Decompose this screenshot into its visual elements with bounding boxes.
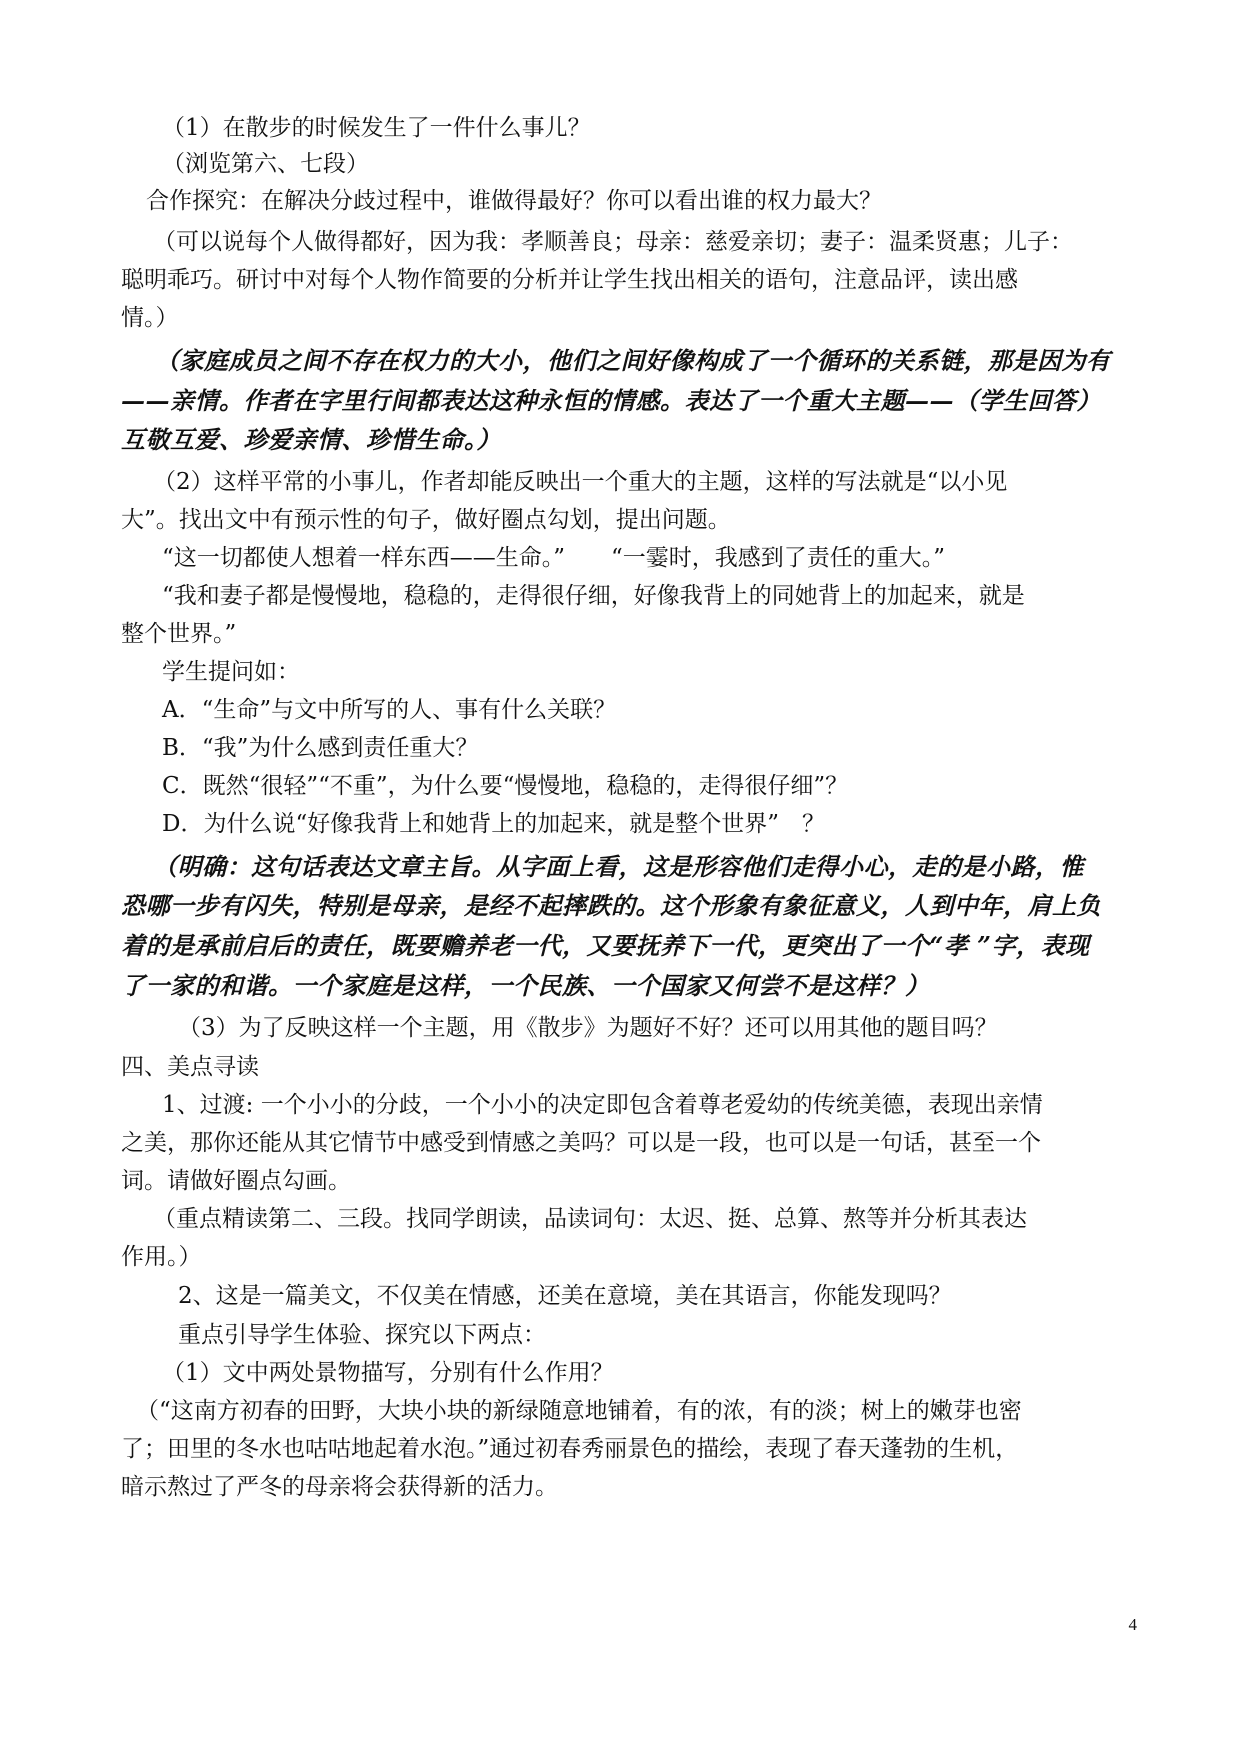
text-line: 合作探究：在解决分歧过程中，谁做得最好？你可以看出谁的权力最大？ bbox=[146, 188, 882, 214]
emphasis-line: 了一家的和谐。一个家庭是这样，一个民族、一个国家又何尝不是这样？） bbox=[121, 971, 930, 1000]
text-line: 重点引导学生体验、探究以下两点： bbox=[178, 1322, 546, 1348]
quote-line: “我和妻子都是慢慢地，稳稳的，走得很仔细，好像我背上的同她背上的加起来，就是 bbox=[162, 583, 1025, 609]
question-item: A．“生命”与文中所写的人、事有什么关联？ bbox=[162, 697, 617, 723]
text-line: （2）这样平常的小事儿，作者却能反映出一个重大的主题，这样的写法就是“以小见 bbox=[153, 469, 1008, 495]
text-line: 整个世界。” bbox=[121, 621, 237, 647]
text-line: 学生提问如： bbox=[162, 659, 300, 685]
text-line: （1）文中两处景物描写，分别有什么作用？ bbox=[162, 1360, 614, 1386]
question-item: B．“我”为什么感到责任重大？ bbox=[162, 735, 479, 761]
question-item: C．既然“很轻”“不重”，为什么要“慢慢地，稳稳的，走得很仔细”？ bbox=[162, 773, 849, 799]
text-line: 情。） bbox=[121, 305, 179, 331]
text-line: 聪明乖巧。研讨中对每个人物作简要的分析并让学生找出相关的语句，注意品评，读出感 bbox=[121, 267, 1018, 293]
text-line: 大”。找出文中有预示性的句子，做好圈点勾划，提出问题。 bbox=[121, 507, 731, 533]
emphasis-line: （家庭成员之间不存在权力的大小，他们之间好像构成了一个循环的关系链，那是因为有 bbox=[155, 346, 1111, 375]
text-line: 之美，那你还能从其它情节中感受到情感之美吗？可以是一段，也可以是一句话，甚至一个 bbox=[121, 1130, 1041, 1156]
text-line: （可以说每个人做得都好，因为我：孝顺善良；母亲：慈爱亲切；妻子：温柔贤惠；儿子： bbox=[153, 229, 1073, 255]
question-item: D．为什么说“好像我背上和她背上的加起来，就是整个世界” ？ bbox=[162, 811, 825, 837]
text-line: （3）为了反映这样一个主题，用《散步》为题好不好？还可以用其他的题目吗？ bbox=[178, 1015, 998, 1041]
quote-line: “这一切都使人想着一样东西——生命。” “一霎时，我感到了责任的重大。” bbox=[162, 545, 946, 571]
emphasis-line: 着的是承前启后的责任，既要赡养老一代，又要抚养下一代，更突出了一个“孝 ”字，表现 bbox=[121, 931, 1090, 960]
text-line: （1）在散步的时候发生了一件什么事儿？ bbox=[162, 115, 591, 141]
text-line: （重点精读第二、三段。找同学朗读，品读词句：太迟、挺、总算、熬等并分析其表达 bbox=[153, 1206, 1027, 1232]
text-line: 2、这是一篇美文，不仅美在情感，还美在意境，美在其语言，你能发现吗？ bbox=[178, 1283, 952, 1309]
section-heading: 四、美点寻读 bbox=[121, 1054, 259, 1080]
text-line: （“这南方初春的田野，大块小块的新绿随意地铺着，有的浓，有的淡；树上的嫩芽也密 bbox=[136, 1398, 1022, 1424]
emphasis-line: ——亲情。作者在字里行间都表达这种永恒的情感。表达了一个重大主题——（学生回答） bbox=[121, 386, 1101, 415]
text-line: 作用。） bbox=[121, 1244, 202, 1270]
text-line: 暗示熬过了严冬的母亲将会获得新的活力。 bbox=[121, 1474, 558, 1500]
text-line: （浏览第六、七段） bbox=[162, 151, 369, 177]
emphasis-line: 恐哪一步有闪失，特别是母亲，是经不起摔跌的。这个形象有象征意义，人到中年，肩上负 bbox=[121, 891, 1101, 920]
page-number: 4 bbox=[1128, 1615, 1137, 1634]
text-line: 1、过渡: 一个小小的分歧，一个小小的决定即包含着尊老爱幼的传统美德，表现出亲情 bbox=[162, 1092, 1043, 1118]
text-line: 词。请做好圈点勾画。 bbox=[121, 1168, 351, 1194]
text-line: 了；田里的冬水也咕咕地起着水泡。”通过初春秀丽景色的描绘，表现了春天蓬勃的生机， bbox=[121, 1436, 1019, 1462]
emphasis-line: 互敬互爱、珍爱亲情、珍惜生命。） bbox=[121, 425, 501, 454]
emphasis-line: （明确：这句话表达文章主旨。从字面上看，这是形容他们走得小心，走的是小路，惟 bbox=[153, 852, 1084, 881]
